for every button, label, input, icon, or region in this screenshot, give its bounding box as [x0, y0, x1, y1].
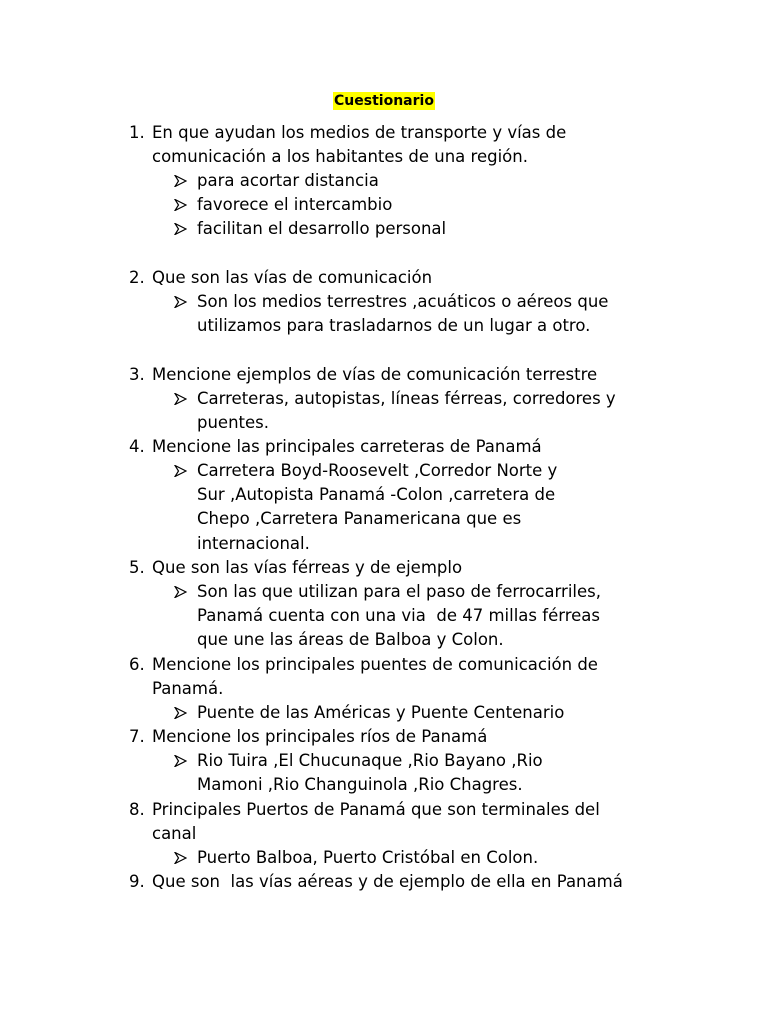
- arrowhead-bullet-icon: [174, 169, 188, 193]
- answer-text: Carretera Boyd-Roosevelt ,Corredor Norte y Sur ,Autopista Panamá -Colon ,carretera de Chepo ,Carretera Panamericana que es internacional.: [197, 461, 558, 553]
- page-title: Cuestionario: [334, 93, 434, 109]
- arrowhead-bullet-icon: [174, 217, 188, 241]
- question-text: Mencione los principales puentes de comunicación de Panamá.: [152, 655, 598, 699]
- arrowhead-bullet-icon: [174, 290, 188, 314]
- arrowhead-bullet-icon: [174, 846, 188, 870]
- question-number: 1.: [129, 123, 145, 142]
- answer-text: Son las que utilizan para el paso de ferrocarriles, Panamá cuenta con una via de 47 millas férreas que une las áreas de Balboa y Colon.: [197, 582, 601, 650]
- question-number: 5.: [129, 558, 145, 577]
- answer-text: favorece el intercambio: [197, 195, 393, 214]
- question-text: Principales Puertos de Panamá que son terminales del canal: [152, 800, 600, 844]
- question-text: Mencione ejemplos de vías de comunicación terrestre: [152, 365, 598, 384]
- arrowhead-bullet-icon: [174, 580, 188, 604]
- answer-text: Son los medios terrestres ,acuáticos o aéreos que utilizamos para trasladarnos de un lugar a otro.: [197, 292, 609, 336]
- arrowhead-bullet-icon: [174, 459, 188, 483]
- question-text: Mencione las principales carreteras de Panamá: [152, 437, 542, 456]
- question-number: 6.: [129, 655, 145, 674]
- question-number: 3.: [129, 365, 145, 384]
- question-text: Que son las vías de comunicación: [152, 268, 433, 287]
- question-text: Que son las vías aéreas y de ejemplo de ella en Panamá: [152, 872, 623, 891]
- arrowhead-bullet-icon: [174, 387, 188, 411]
- answer-text: Puerto Balboa, Puerto Cristóbal en Colon.: [197, 848, 539, 867]
- answer-text: facilitan el desarrollo personal: [197, 219, 447, 238]
- question-number: 2.: [129, 268, 145, 287]
- question-number: 7.: [129, 727, 145, 746]
- answer-text: Puente de las Américas y Puente Centenario: [197, 703, 565, 722]
- question-text: En que ayudan los medios de transporte y vías de comunicación a los habitantes de una región.: [152, 123, 567, 167]
- title-row: [0, 90, 768, 110]
- question-number: 8.: [129, 800, 145, 819]
- question-text: Mencione los principales ríos de Panamá: [152, 727, 488, 746]
- question-number: 9.: [129, 872, 145, 891]
- arrowhead-bullet-icon: [174, 749, 188, 773]
- question-text: Que son las vías férreas y de ejemplo: [152, 558, 463, 577]
- arrowhead-bullet-icon: [174, 193, 188, 217]
- answer-text: Carreteras, autopistas, líneas férreas, corredores y puentes.: [197, 389, 616, 433]
- answer-text: para acortar distancia: [197, 171, 379, 190]
- arrowhead-bullet-icon: [174, 701, 188, 725]
- question-number: 4.: [129, 437, 145, 456]
- answer-text: Rio Tuira ,El Chucunaque ,Rio Bayano ,Rio Mamoni ,Rio Changuinola ,Rio Chagres.: [197, 751, 543, 795]
